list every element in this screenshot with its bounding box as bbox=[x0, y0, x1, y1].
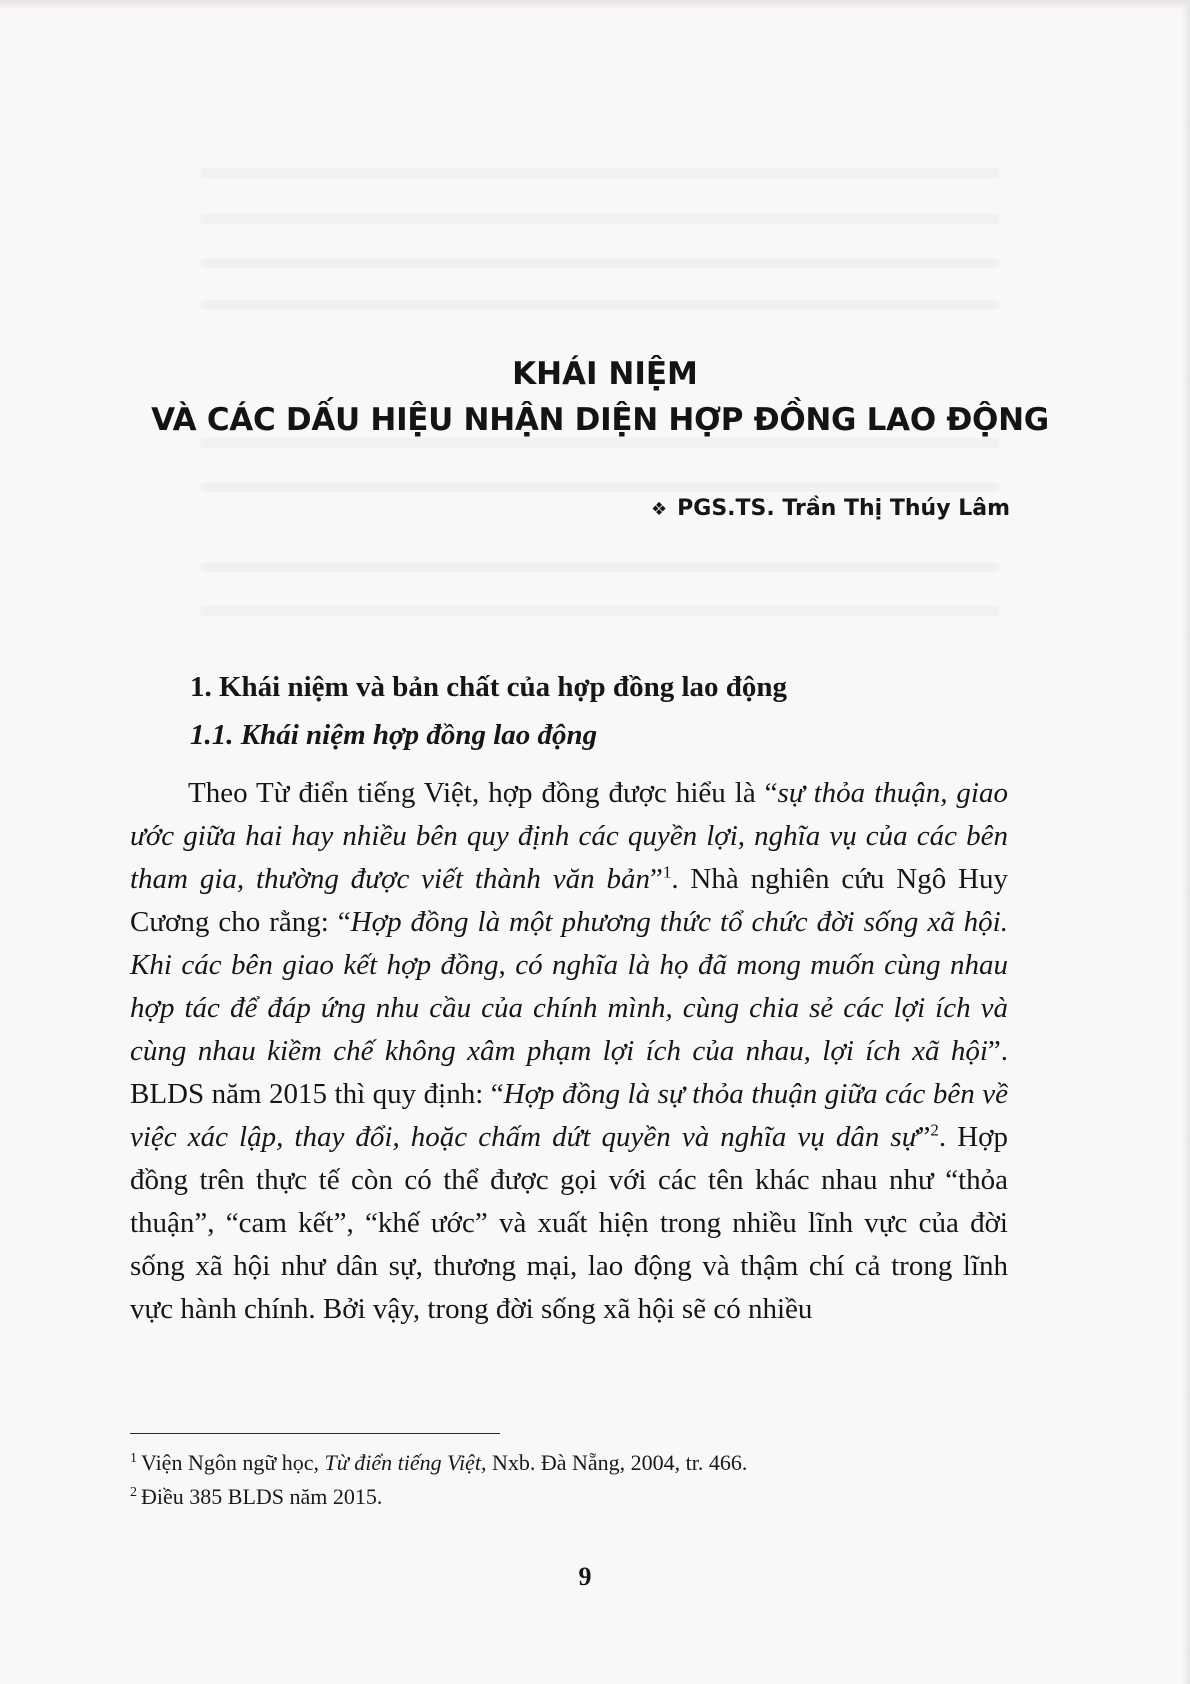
show-through-texture bbox=[200, 168, 1000, 178]
show-through-texture bbox=[200, 214, 1000, 224]
footnote-2 bbox=[130, 1480, 1010, 1514]
quoted-text: Hợp đồng là sự thỏa thuận giữa các bên về việc xác lập, thay đổi, hoặc chấm dứt quyền và nghĩa vụ dân sự bbox=[130, 1078, 1008, 1153]
show-through-texture bbox=[200, 258, 1000, 268]
footnote-text: , Nxb. Đà Nẵng, 2004, tr. 466. bbox=[480, 1450, 748, 1475]
subsection-heading: 1.1. Khái niệm hợp đồng lao động bbox=[190, 719, 598, 751]
paragraph-text: . Nhà nghiên cứu Ngô Huy Cương cho rằng: “ bbox=[130, 863, 1008, 938]
show-through-texture bbox=[200, 482, 1000, 492]
chapter-title bbox=[100, 352, 1100, 444]
body-paragraph bbox=[130, 772, 1008, 1331]
chapter-title-line-1: KHÁI NIỆM bbox=[512, 356, 698, 392]
author-name: PGS.TS. Trần Thị Thúy Lâm bbox=[677, 496, 1010, 521]
footnote-reference[interactable]: 2 bbox=[930, 1120, 939, 1140]
page-right-edge bbox=[1182, 0, 1190, 1684]
show-through-texture bbox=[200, 606, 1000, 616]
page-top-edge bbox=[0, 0, 1190, 10]
footnote-number: 2 bbox=[130, 1484, 137, 1500]
footnotes bbox=[130, 1446, 1010, 1514]
footnote-text: Điều 385 BLDS năm 2015. bbox=[141, 1484, 383, 1509]
show-through-texture bbox=[200, 562, 1000, 572]
footnote-reference[interactable]: 1 bbox=[662, 862, 672, 882]
paragraph-text: . Hợp đồng trên thực tế còn có thể được gọi với các tên khác nhau như “thỏa thuận”, “cam kết”, “khế ước” và xuất hiện trong nhiều lĩnh vực của đời sống xã hội như dân sự, thương mại, lao động và thậm chí cả trong lĩnh vực hành chính. Bởi vậy, trong đời sống xã hội sẽ có nhiều bbox=[130, 1121, 1009, 1325]
footnote-title: Từ điển tiếng Việt bbox=[324, 1450, 481, 1475]
quoted-text: Hợp đồng là một phương thức tổ chức đời sống xã hội. Khi các bên giao kết hợp đồng, có nghĩa là họ đã mong muốn cùng nhau hợp tác để đáp ứng nhu cầu của chính mình, cùng chia sẻ các lợi ích và cùng nhau kiềm chế không xâm phạm lợi ích của nhau, lợi ích xã hội bbox=[130, 906, 1008, 1067]
paragraph-text: ”. BLDS năm 2015 thì quy định: “ bbox=[130, 1035, 1008, 1110]
paragraph-text: ” bbox=[649, 863, 663, 895]
paragraph-text: Theo Từ điển tiếng Việt, hợp đồng được hiểu là “ bbox=[188, 777, 778, 809]
chapter-title-line-2: VÀ CÁC DẤU HIỆU NHẬN DIỆN HỢP ĐỒNG LAO ĐỘNG bbox=[151, 402, 1049, 438]
paragraph-text: ” bbox=[917, 1121, 931, 1153]
footnote-separator bbox=[130, 1433, 500, 1434]
quoted-text: sự thỏa thuận, giao ước giữa hai hay nhiều bên quy định các quyền lợi, nghĩa vụ của các bên tham gia, thường được viết thành văn bản bbox=[130, 777, 1008, 895]
section-heading: 1. Khái niệm và bản chất của hợp đồng lao động bbox=[190, 671, 788, 703]
author-line bbox=[651, 496, 1010, 521]
footnote-text: Viện Ngôn ngữ học, bbox=[141, 1450, 325, 1475]
footnote-1 bbox=[130, 1446, 1010, 1480]
footnote-number: 1 bbox=[130, 1450, 137, 1466]
diamond-bullet-icon: ❖ bbox=[651, 499, 668, 520]
page-number: 9 bbox=[578, 1562, 592, 1591]
show-through-texture bbox=[200, 300, 1000, 310]
